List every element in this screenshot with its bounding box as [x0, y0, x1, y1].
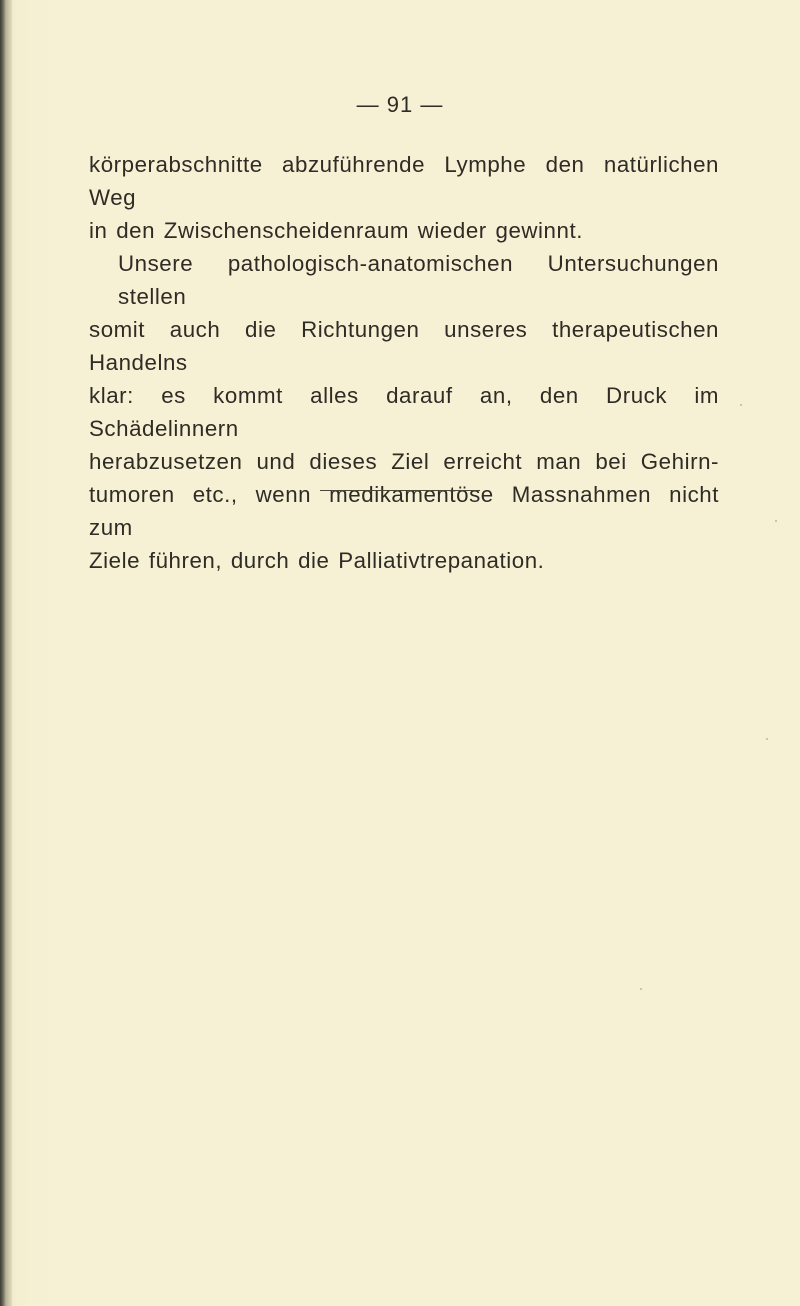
text-line-3: Unsere pathologisch-anatomischen Untersuchungen stellen: [118, 251, 719, 309]
text-line-4: somit auch die Richtungen unseres therapeutischen Handelns: [89, 317, 719, 375]
paper-speck: [740, 404, 742, 406]
text-line-7: tumoren etc., wenn medikamentöse Massnahmen nicht zum: [89, 482, 719, 540]
paper-speck: [766, 738, 768, 740]
body-text: [89, 148, 719, 577]
text-line-1: körperabschnitte abzuführende Lymphe den natürlichen Weg: [89, 152, 719, 210]
binding-edge: [0, 0, 12, 1306]
page-number-header: — 91 —: [356, 92, 444, 117]
paper-speck: [775, 520, 777, 522]
section-end-rule: [320, 490, 480, 491]
text-line-6: herabzusetzen und dieses Ziel erreicht man bei Gehirn-: [89, 449, 719, 474]
text-line-8: Ziele führen, durch die Palliativtrepanation.: [89, 548, 545, 573]
paper-speck: [640, 988, 642, 990]
text-line-2: in den Zwischenscheidenraum wieder gewinnt.: [89, 218, 583, 243]
text-line-5: klar: es kommt alles darauf an, den Druck im Schädelinnern: [89, 383, 719, 441]
